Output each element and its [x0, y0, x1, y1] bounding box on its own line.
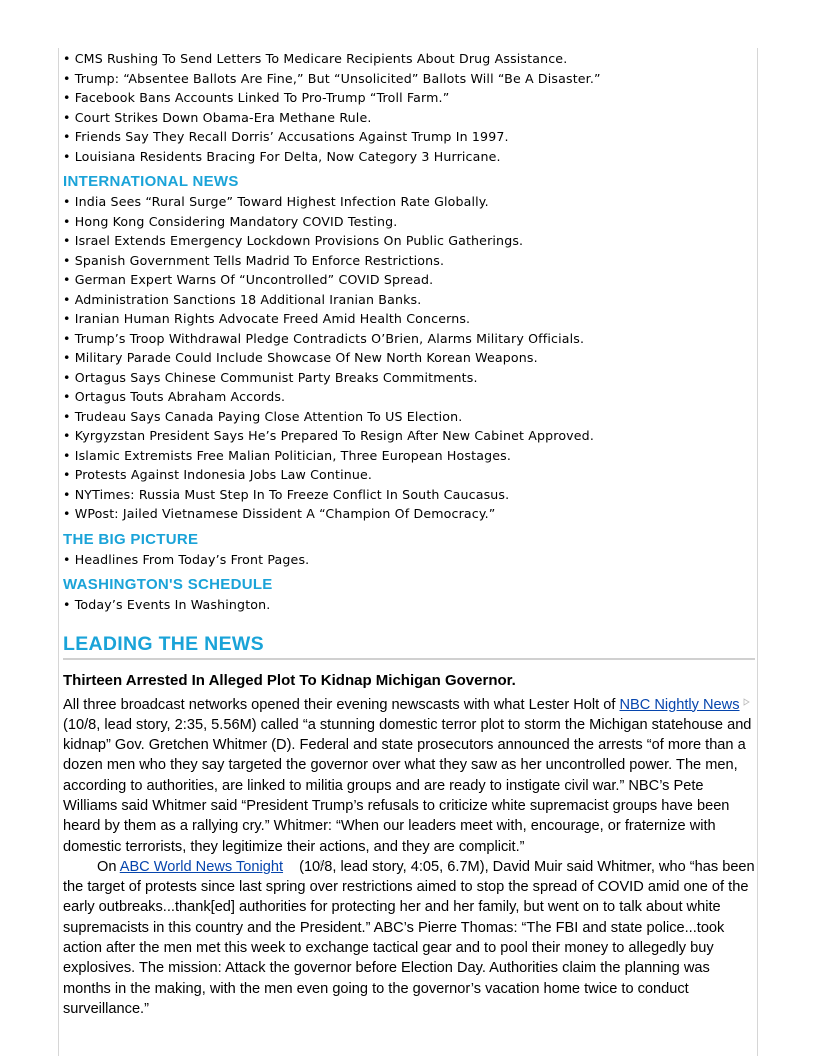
leading-the-news-heading: LEADING THE NEWS: [63, 632, 755, 660]
headline-item[interactable]: • Facebook Bans Accounts Linked To Pro-Trump “Troll Farm.”: [63, 88, 755, 108]
washington-schedule-heading: WASHINGTON'S SCHEDULE: [63, 576, 273, 593]
headline-item[interactable]: • WPost: Jailed Vietnamese Dissident A “Champion Of Democracy.”: [63, 504, 755, 524]
headline-item[interactable]: • Ortagus Says Chinese Communist Party Breaks Commitments.: [63, 368, 755, 388]
right-margin-rule: [757, 48, 758, 1056]
washington-schedule-list: [63, 595, 755, 615]
headline-item[interactable]: • Court Strikes Down Obama-Era Methane Rule.: [63, 108, 755, 128]
big-picture-heading: THE BIG PICTURE: [63, 530, 199, 548]
headline-item[interactable]: • Trudeau Says Canada Paying Close Attention To US Election.: [63, 407, 755, 427]
headline-item[interactable]: • Islamic Extremists Free Malian Politician, Three European Hostages.: [63, 446, 755, 466]
headline-item[interactable]: • Headlines From Today’s Front Pages.: [63, 550, 755, 570]
newsletter-column: [63, 49, 755, 1019]
video-clip-icon[interactable]: [743, 692, 750, 700]
headline-item[interactable]: • Hong Kong Considering Mandatory COVID Testing.: [63, 212, 755, 232]
paragraph-text: (10/8, lead story, 4:05, 6.7M), David Muir said Whitmer, who “has been the target of protests since last spring over restrictions aimed to stop the spread of COVID amid one of the early outbreaks...thank[ed] authorities for protecting her and her family, but went on to talk about white supremacists in this country and the President.” ABC’s Pierre Thomas: “The FBI and state police...took action after the men met this week to exchange tactical gear and to pool their money to allegedly buy explosives. The mission: Attack the governor before Election Day. Authorities claim the planning was months in the making, with the men even going to the governor’s vacation home twice to conduct surveillance.”: [63, 858, 755, 1017]
paragraph-text: All three broadcast networks opened their evening newscasts with what Lester Holt of: [63, 696, 620, 713]
big-picture-list: [63, 550, 755, 570]
headline-item[interactable]: • Ortagus Touts Abraham Accords.: [63, 387, 755, 407]
headline-item[interactable]: • German Expert Warns Of “Uncontrolled” COVID Spread.: [63, 270, 755, 290]
left-margin-rule: [58, 48, 59, 1056]
international-news-heading: INTERNATIONAL NEWS: [63, 173, 239, 190]
headline-item[interactable]: • Kyrgyzstan President Says He’s Prepared To Resign After New Cabinet Approved.: [63, 426, 755, 446]
headline-item[interactable]: • Friends Say They Recall Dorris’ Accusations Against Trump In 1997.: [63, 127, 755, 147]
paragraph-text: (10/8, lead story, 2:35, 5.56M) called “a stunning domestic terror plot to storm the Michigan statehouse and kidnap” Gov. Gretchen Whitmer (D). Federal and state prosecutors announced the arrests “of more than a dozen men who they say targeted the governor over what they saw as her uncontrolled power. The men, according to authorities, are linked to militia groups and are ready to instigate civil war.” NBC’s Pete Williams said Whitmer said “President Trump’s refusals to criticize white supremacist groups have been heard by them as a rallying cry.” Whitmer: “When our leaders meet with, encourage, or fraternize with domestic terrorists, they legitimize their actions, and they are complicit.”: [63, 716, 752, 855]
top-headlines-list: [63, 49, 755, 166]
paragraph-text: On: [97, 858, 120, 875]
headline-item[interactable]: • Louisiana Residents Bracing For Delta, Now Category 3 Hurricane.: [63, 147, 755, 167]
story-paragraph: [63, 857, 755, 1019]
headline-item[interactable]: • Trump’s Troop Withdrawal Pledge Contradicts O’Brien, Alarms Military Officials.: [63, 329, 755, 349]
headline-item[interactable]: • NYTimes: Russia Must Step In To Freeze Conflict In South Caucasus.: [63, 485, 755, 505]
story-paragraph: [63, 695, 755, 857]
headline-item[interactable]: • Protests Against Indonesia Jobs Law Continue.: [63, 465, 755, 485]
headline-item[interactable]: • Iranian Human Rights Advocate Freed Amid Health Concerns.: [63, 309, 755, 329]
nbc-nightly-news-link[interactable]: NBC Nightly News: [619, 696, 740, 713]
story-title: Thirteen Arrested In Alleged Plot To Kidnap Michigan Governor.: [63, 671, 516, 689]
headline-item[interactable]: • Israel Extends Emergency Lockdown Provisions On Public Gatherings.: [63, 231, 755, 251]
abc-world-news-tonight-link[interactable]: ABC World News Tonight: [119, 858, 284, 875]
video-clip-icon[interactable]: [286, 854, 293, 862]
international-news-list: [63, 192, 755, 524]
headline-item[interactable]: • Spanish Government Tells Madrid To Enforce Restrictions.: [63, 251, 755, 271]
headline-item[interactable]: • Administration Sanctions 18 Additional Iranian Banks.: [63, 290, 755, 310]
headline-item[interactable]: • Today’s Events In Washington.: [63, 595, 755, 615]
headline-item[interactable]: • India Sees “Rural Surge” Toward Highest Infection Rate Globally.: [63, 192, 755, 212]
headline-item[interactable]: • Military Parade Could Include Showcase Of New North Korean Weapons.: [63, 348, 755, 368]
headline-item[interactable]: • CMS Rushing To Send Letters To Medicare Recipients About Drug Assistance.: [63, 49, 755, 69]
headline-item[interactable]: • Trump: “Absentee Ballots Are Fine,” But “Unsolicited” Ballots Will “Be A Disaster.”: [63, 69, 755, 89]
